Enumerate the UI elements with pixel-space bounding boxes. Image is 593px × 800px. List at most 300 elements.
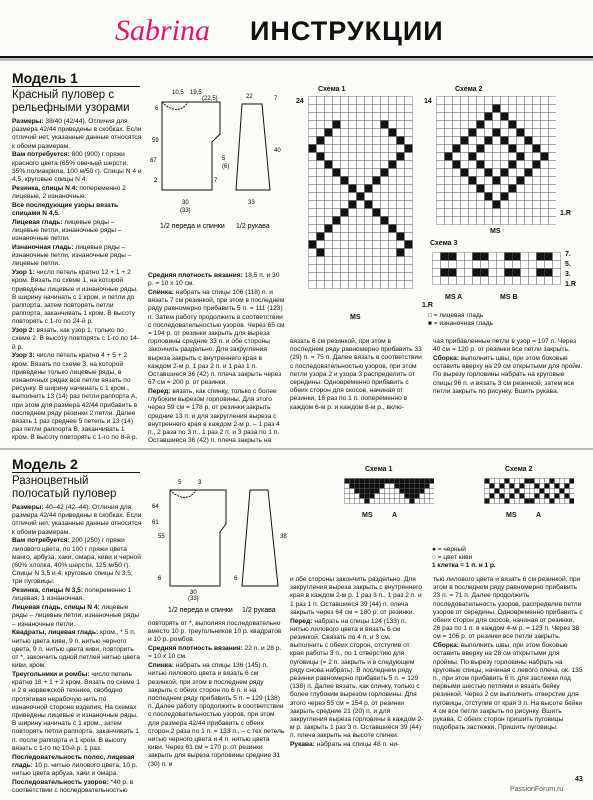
- grid-cell: [477, 185, 485, 193]
- grid-cell: [405, 201, 413, 209]
- grid-cell: [397, 209, 405, 217]
- scheme2-row-start: 1.R: [560, 210, 571, 217]
- grid-cell: [453, 185, 461, 193]
- paragraph: [12, 671, 142, 753]
- grid-cell: [437, 105, 445, 113]
- model2-legend: [432, 546, 496, 570]
- paragraph-text: 40–42 (42–44). Отличия для размера 42/44 приведены в скобках. Если отличий нет, указанные данные относятся к обоим размерам.: [12, 504, 142, 536]
- grid-cell: [549, 201, 557, 209]
- grid-cell: [493, 193, 501, 201]
- grid-cell: [461, 137, 469, 145]
- grid-cell: [333, 97, 341, 105]
- grid-cell: [521, 253, 529, 261]
- grid-cell: [420, 494, 425, 499]
- grid-cell: [530, 479, 535, 484]
- grid-cell: [385, 479, 390, 484]
- grid-cell: [380, 494, 385, 499]
- grid-cell: [349, 153, 357, 161]
- m2-num-8: 6: [234, 576, 238, 582]
- grid-cell: [389, 209, 397, 217]
- grid-cell: [317, 145, 325, 153]
- grid-cell: [357, 185, 365, 193]
- grid-cell: [400, 489, 405, 494]
- grid-cell: [430, 499, 435, 504]
- grid-cell: [500, 479, 505, 484]
- pattern-extra-5: 22: [246, 94, 253, 100]
- grid-cell: [357, 241, 365, 249]
- grid-cell: [365, 265, 373, 273]
- grid-cell: [317, 177, 325, 185]
- grid-cell: [553, 261, 561, 269]
- grid-cell: [461, 105, 469, 113]
- grid-cell: [497, 269, 505, 277]
- grid-cell: [570, 499, 575, 504]
- paragraph-heading: Размеры:: [12, 118, 44, 125]
- grid-cell: [317, 121, 325, 129]
- grid-cell: [333, 169, 341, 177]
- grid-cell: [485, 489, 490, 494]
- paragraph-heading: Перед:: [148, 388, 171, 396]
- grid-cell: [349, 241, 357, 249]
- grid-cell: [545, 479, 550, 484]
- grid-cell: [517, 97, 525, 105]
- grid-cell: [390, 489, 395, 494]
- grid-cell: [325, 265, 333, 273]
- grid-cell: [509, 153, 517, 161]
- grid-cell: [365, 241, 373, 249]
- grid-cell: [517, 137, 525, 145]
- grid-cell: [389, 265, 397, 273]
- grid-cell: [533, 137, 541, 145]
- grid-cell: [309, 153, 317, 161]
- grid-cell: [570, 489, 575, 494]
- grid-cell: [425, 479, 430, 484]
- grid-cell: [405, 494, 410, 499]
- grid-cell: [341, 225, 349, 233]
- grid-cell: [521, 269, 529, 277]
- pattern-left-number: 59: [152, 138, 159, 144]
- grid-cell: [357, 273, 365, 281]
- grid-cell: [461, 193, 469, 201]
- grid-cell: [341, 137, 349, 145]
- grid-cell: [381, 281, 389, 289]
- grid-cell: [341, 193, 349, 201]
- paragraph: [12, 327, 142, 352]
- grid-cell: [325, 97, 333, 105]
- grid-cell: [325, 241, 333, 249]
- grid-cell: [525, 484, 530, 489]
- paragraph: [12, 587, 142, 603]
- grid-cell: [469, 209, 477, 217]
- grid-cell: [375, 499, 380, 504]
- grid-cell: [405, 145, 413, 153]
- grid-cell: [565, 479, 570, 484]
- grid-cell: [485, 193, 493, 201]
- grid-cell: [565, 499, 570, 504]
- grid-cell: [485, 153, 493, 161]
- grid-cell: [405, 489, 410, 494]
- model1-title-rule: [12, 86, 140, 87]
- scheme2-grid: [436, 96, 556, 226]
- grid-cell: [509, 209, 517, 217]
- grid-cell: [530, 499, 535, 504]
- grid-cell: [365, 484, 370, 489]
- grid-cell: [397, 193, 405, 201]
- grid-cell: [365, 137, 373, 145]
- grid-cell: [333, 233, 341, 241]
- pattern-extra-8: (6): [222, 164, 230, 170]
- grid-cell: [509, 177, 517, 185]
- grid-cell: [370, 494, 375, 499]
- grid-cell: [461, 217, 469, 225]
- grid-cell: [333, 177, 341, 185]
- grid-cell: [405, 499, 410, 504]
- grid-cell: [405, 185, 413, 193]
- grid-cell: [389, 273, 397, 281]
- grid-cell: [461, 177, 469, 185]
- grid-cell: [325, 225, 333, 233]
- grid-cell: [365, 169, 373, 177]
- grid-cell: [395, 499, 400, 504]
- grid-cell: [373, 145, 381, 153]
- grid-cell: [493, 161, 501, 169]
- grid-cell: [365, 499, 370, 504]
- grid-cell: [390, 494, 395, 499]
- grid-cell: [570, 479, 575, 484]
- grid-cell: [325, 281, 333, 289]
- grid-cell: [420, 489, 425, 494]
- grid-cell: [433, 253, 441, 261]
- grid-cell: [469, 161, 477, 169]
- grid-cell: [365, 225, 373, 233]
- grid-cell: [381, 185, 389, 193]
- grid-cell: [325, 129, 333, 137]
- grid-cell: [461, 209, 469, 217]
- grid-cell: [441, 261, 449, 269]
- sleeve-outline: [242, 490, 278, 586]
- grid-cell: [317, 225, 325, 233]
- grid-cell: [449, 253, 457, 261]
- grid-cell: [510, 479, 515, 484]
- grid-cell: [420, 479, 425, 484]
- paragraph-text: набрать на спицы 124 (133) п. нитью лилового цвета и вязать 6 см резинкой. Связать по 4 п. и 3 см, выполнить с обеих сторон, отступив от края работы 3 п., по 1 отверстию для пуговицы (= 2 п. закрыть и в следующем ряду снова набрать). В последнем ряду резинки равномерно прибавить 5 п. = 129 (138) п. Далее вязать, как спинку, только с более глубоким вырезом горловины. Для этого через 55 см = 154 р. от резинки закрыть средние 21 (20) п. и для закругления выреза горловины в каждом 2-м р. закрыть 1 раз 3 п. Оставшиеся 39 (44) п. плеча закрыть на высоте спинки.: [290, 617, 424, 740]
- grid-cell: [549, 137, 557, 145]
- grid-cell: [385, 484, 390, 489]
- paragraph: [148, 289, 285, 387]
- grid-cell: [395, 484, 400, 489]
- grid-cell: [375, 494, 380, 499]
- grid-cell: [381, 225, 389, 233]
- grid-cell: [541, 153, 549, 161]
- grid-cell: [381, 129, 389, 137]
- grid-cell: [437, 169, 445, 177]
- grid-cell: [541, 145, 549, 153]
- grid-cell: [461, 121, 469, 129]
- grid-cell: [493, 113, 501, 121]
- grid-cell: [365, 97, 373, 105]
- grid-cell: [397, 161, 405, 169]
- grid-cell: [309, 281, 317, 289]
- grid-cell: [477, 193, 485, 201]
- grid-cell: [490, 494, 495, 499]
- grid-cell: [425, 494, 430, 499]
- grid-cell: [317, 185, 325, 193]
- grid-cell: [461, 129, 469, 137]
- paragraph-text: 800 (900) г пряжи красного цвета (65% овечьей шерсти, 35% полиакрила, 100 м/50 г). Спицы N 4 и 4,5, круговые спицы N 4.: [12, 151, 142, 184]
- grid-cell: [477, 137, 485, 145]
- grid-cell: [373, 129, 381, 137]
- front-back-outline: [162, 102, 220, 190]
- grid-cell: [357, 105, 365, 113]
- grid-cell: [365, 257, 373, 265]
- grid-cell: [461, 145, 469, 153]
- paragraph: [12, 269, 142, 326]
- m2-scheme1-repeat: MS: [362, 512, 373, 519]
- grid-cell: [469, 129, 477, 137]
- grid-cell: [341, 185, 349, 193]
- grid-cell: [381, 169, 389, 177]
- grid-cell: [400, 494, 405, 499]
- grid-cell: [433, 269, 441, 277]
- grid-cell: [445, 217, 453, 225]
- paragraph: [12, 244, 142, 269]
- grid-cell: [509, 193, 517, 201]
- grid-cell: [501, 105, 509, 113]
- grid-cell: [349, 177, 357, 185]
- grid-cell: [325, 209, 333, 217]
- grid-cell: [360, 479, 365, 484]
- grid-cell: [533, 97, 541, 105]
- grid-cell: [325, 193, 333, 201]
- grid-cell: [545, 253, 553, 261]
- grid-cell: [415, 484, 420, 489]
- grid-cell: [389, 225, 397, 233]
- grid-cell: [349, 249, 357, 257]
- paragraph-text: попеременно 1 лицевая, 1 изнаночная.: [12, 587, 132, 603]
- grid-cell: [341, 145, 349, 153]
- grid-cell: [437, 145, 445, 153]
- grid-cell: [493, 129, 501, 137]
- grid-cell: [525, 185, 533, 193]
- grid-cell: [505, 484, 510, 489]
- grid-cell: [541, 185, 549, 193]
- grid-cell: [535, 499, 540, 504]
- grid-cell: [397, 177, 405, 185]
- grid-cell: [461, 161, 469, 169]
- grid-cell: [545, 489, 550, 494]
- grid-cell: [385, 499, 390, 504]
- grid-cell: [333, 121, 341, 129]
- pattern-top-1: 10,5: [172, 90, 184, 96]
- paragraph-heading: Сборка:: [433, 355, 459, 362]
- grid-cell: [549, 177, 557, 185]
- sleeve-outline: [236, 104, 270, 190]
- paragraph-text: 200 (250) г пряжи лилового цвета, по 100 г пряжи цвета манго, арбуза, хаки, омара, киви и черной (60% хлопка, 40% шерсти, 125 м/50 г). Спицы N 3,5 и 4, круговые спицы N 3,5; три пуговицы.: [12, 537, 141, 586]
- grid-cell: [317, 241, 325, 249]
- grid-cell: [533, 209, 541, 217]
- grid-cell: [309, 201, 317, 209]
- grid-cell: [501, 129, 509, 137]
- grid-cell: [389, 97, 397, 105]
- scheme1-row-start: 1.R: [422, 302, 433, 309]
- m2-caption-sleeve: 1/2 рукава: [242, 607, 276, 614]
- grid-cell: [501, 217, 509, 225]
- grid-cell: [349, 193, 357, 201]
- grid-cell: [397, 137, 405, 145]
- grid-cell: [357, 257, 365, 265]
- grid-cell: [445, 105, 453, 113]
- grid-cell: [333, 249, 341, 257]
- grid-cell: [325, 153, 333, 161]
- grid-cell: [469, 185, 477, 193]
- grid-cell: [390, 499, 395, 504]
- grid-cell: [325, 185, 333, 193]
- grid-cell: [445, 113, 453, 121]
- grid-cell: [525, 113, 533, 121]
- grid-cell: [389, 249, 397, 257]
- grid-cell: [549, 217, 557, 225]
- grid-cell: [350, 494, 355, 499]
- grid-cell: [469, 97, 477, 105]
- grid-cell: [397, 145, 405, 153]
- grid-cell: [389, 105, 397, 113]
- model1-column-4: [433, 338, 583, 444]
- grid-cell: [477, 201, 485, 209]
- grid-cell: [469, 201, 477, 209]
- grid-cell: [541, 217, 549, 225]
- grid-cell: [350, 479, 355, 484]
- grid-cell: [493, 97, 501, 105]
- grid-cell: [489, 277, 497, 285]
- grid-cell: [570, 484, 575, 489]
- grid-cell: [461, 153, 469, 161]
- pattern-bottom-2: (33): [180, 208, 191, 214]
- grid-cell: [515, 494, 520, 499]
- grid-cell: [510, 494, 515, 499]
- grid-cell: [341, 217, 349, 225]
- grid-cell: [469, 177, 477, 185]
- grid-cell: [373, 113, 381, 121]
- grid-cell: [317, 233, 325, 241]
- grid-cell: [449, 269, 457, 277]
- grid-cell: [325, 113, 333, 121]
- grid-cell: [341, 249, 349, 257]
- scheme3-row-3: 3.: [565, 271, 571, 278]
- grid-cell: [533, 177, 541, 185]
- paragraph: [12, 202, 142, 218]
- grid-cell: [430, 479, 435, 484]
- grid-cell: [517, 121, 525, 129]
- pattern-bottom-1: 30: [182, 200, 189, 206]
- paragraph-text: чая прибавленные петли в узор = 107 п. Через 40 см = 120 р. от резинки все петли закрыть.: [433, 338, 577, 354]
- grid-cell: [317, 265, 325, 273]
- paragraph: [433, 576, 583, 642]
- grid-cell: [565, 489, 570, 494]
- scheme2-row-count: 14: [424, 98, 432, 105]
- grid-cell: [325, 169, 333, 177]
- grid-cell: [389, 281, 397, 289]
- paragraph-heading: Последовательность полос, лицевая гладь:: [12, 753, 135, 769]
- footer-site: PassionForum.ru: [510, 786, 564, 793]
- grid-cell: [333, 161, 341, 169]
- grid-cell: [525, 153, 533, 161]
- grid-cell: [365, 209, 373, 217]
- grid-cell: [521, 277, 529, 285]
- paragraph: [12, 219, 142, 244]
- grid-cell: [513, 261, 521, 269]
- grid-cell: [469, 113, 477, 121]
- grid-cell: [541, 97, 549, 105]
- grid-cell: [437, 113, 445, 121]
- grid-cell: [549, 153, 557, 161]
- grid-cell: [397, 121, 405, 129]
- grid-cell: [457, 269, 465, 277]
- grid-cell: [545, 277, 553, 285]
- grid-cell: [349, 265, 357, 273]
- paragraph-text: лицевые ряды – изнаночные петли, изнаночные ряды – лицевые петли.: [12, 244, 132, 268]
- grid-cell: [389, 257, 397, 265]
- grid-cell: [390, 484, 395, 489]
- paragraph-heading: Вам потребуется:: [12, 151, 70, 159]
- grid-cell: [505, 261, 513, 269]
- grid-cell: [469, 153, 477, 161]
- legend-item-knit: □ = лицевая гладь: [428, 312, 484, 319]
- grid-cell: [437, 97, 445, 105]
- paragraph-text: кром., * 5 п. нитью цвета киви, 9 п. нитью черного цвета, 9 п. нитью цвета киви, повторить от *, закончить одной петлей нитью цвета киви, кром.: [12, 629, 140, 670]
- grid-cell: [465, 277, 473, 285]
- pattern-extra-1: 6: [155, 106, 159, 112]
- grid-cell: [375, 484, 380, 489]
- grid-cell: [501, 137, 509, 145]
- grid-cell: [389, 113, 397, 121]
- grid-cell: [533, 105, 541, 113]
- grid-cell: [477, 209, 485, 217]
- grid-cell: [445, 145, 453, 153]
- grid-cell: [410, 484, 415, 489]
- grid-cell: [410, 499, 415, 504]
- grid-cell: [500, 484, 505, 489]
- grid-cell: [501, 97, 509, 105]
- grid-cell: [349, 185, 357, 193]
- grid-cell: [373, 249, 381, 257]
- grid-cell: [397, 129, 405, 137]
- model1-column-3: [290, 338, 425, 444]
- grid-cell: [341, 257, 349, 265]
- grid-cell: [381, 145, 389, 153]
- grid-cell: [533, 161, 541, 169]
- grid-cell: [517, 193, 525, 201]
- grid-cell: [349, 217, 357, 225]
- grid-cell: [477, 161, 485, 169]
- grid-cell: [365, 113, 373, 121]
- grid-cell: [485, 479, 490, 484]
- grid-cell: [357, 129, 365, 137]
- grid-cell: [501, 113, 509, 121]
- grid-cell: [533, 113, 541, 121]
- grid-cell: [525, 129, 533, 137]
- paragraph: [148, 272, 285, 288]
- grid-cell: [349, 97, 357, 105]
- grid-cell: [357, 137, 365, 145]
- grid-cell: [555, 499, 560, 504]
- m2-num-10: 30: [190, 590, 197, 596]
- grid-cell: [517, 169, 525, 177]
- grid-cell: [473, 277, 481, 285]
- grid-cell: [550, 489, 555, 494]
- grid-cell: [420, 484, 425, 489]
- grid-cell: [445, 153, 453, 161]
- grid-cell: [365, 273, 373, 281]
